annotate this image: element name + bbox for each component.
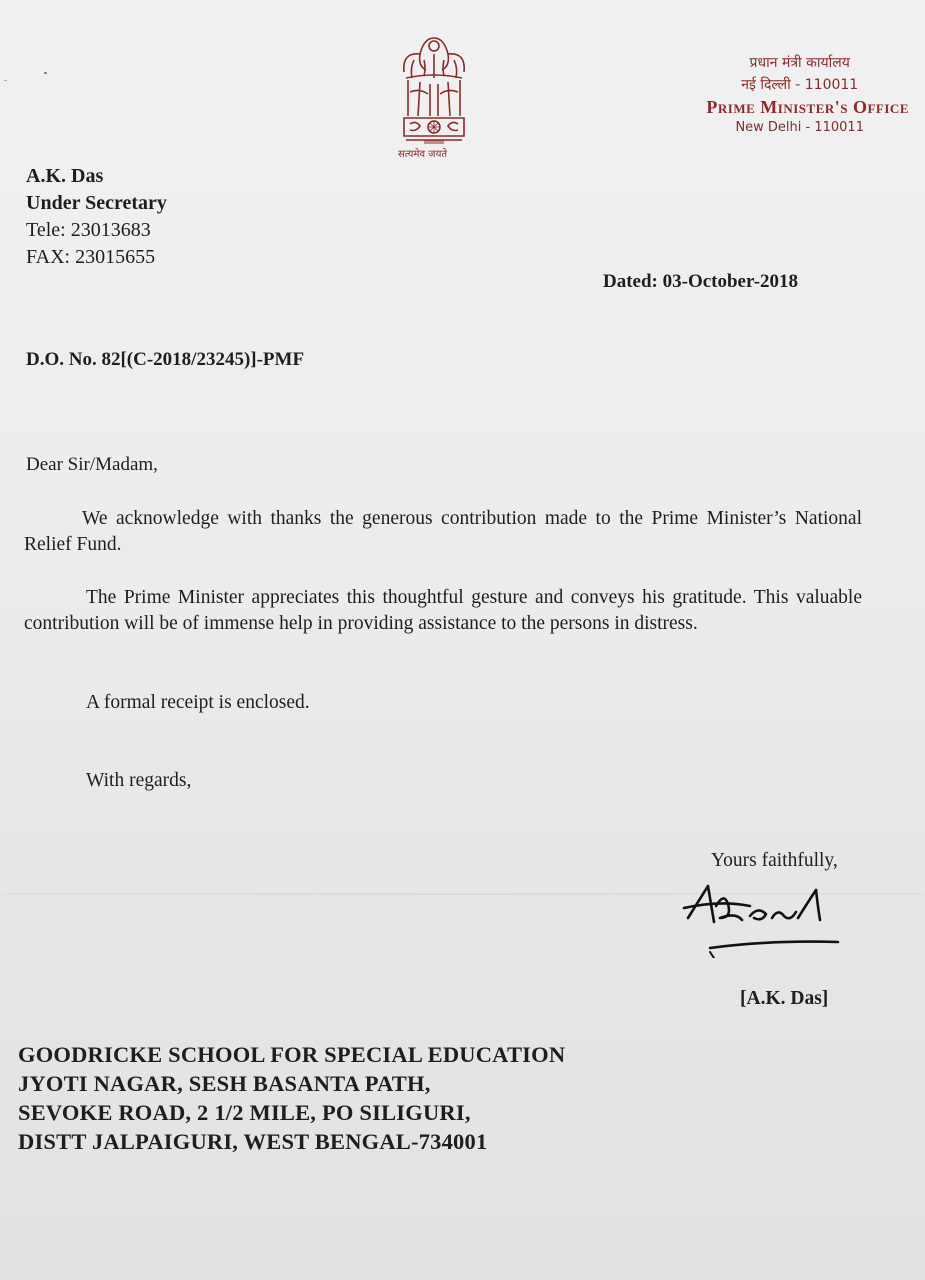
body-paragraph: We acknowledge with thanks the generous contribution made to the Prime Minister’s National Relief Fund. (24, 508, 862, 555)
sender-fax: FAX: 23015655 (26, 246, 156, 268)
paper-speck (4, 80, 7, 81)
regards-line: With regards, (86, 770, 192, 791)
state-emblem-icon (390, 32, 478, 164)
address-line: JYOTI NAGAR, SESH BASANTA PATH, (18, 1071, 431, 1096)
body-paragraph: A formal receipt is enclosed. (86, 692, 310, 713)
sender-name: A.K. Das (26, 165, 104, 187)
closing-line: Yours faithfully, (711, 850, 838, 871)
address-line: DISTT JALPAIGURI, WEST BENGAL-734001 (18, 1129, 488, 1154)
signature-icon (680, 878, 845, 958)
sender-block (26, 163, 167, 271)
sender-designation: Under Secretary (26, 192, 167, 214)
paper-speck (44, 72, 47, 74)
reference-number: D.O. No. 82[(C-2018/23245)]-PMF (26, 349, 305, 370)
office-name-english: Prime Minister's Office (706, 97, 909, 117)
office-name-hindi: प्रधान मंत्री कार्यालय (749, 55, 850, 71)
recipient-address (18, 1040, 565, 1156)
address-line: SEVOKE ROAD, 2 1/2 MILE, PO SILIGURI, (18, 1100, 471, 1125)
office-city-english: New Delhi - 110011 (735, 120, 864, 135)
address-line: GOODRICKE SCHOOL FOR SPECIAL EDUCATION (18, 1042, 566, 1067)
emblem-motto: सत्यमेव जयते (398, 149, 448, 160)
sender-tele: Tele: 23013683 (26, 219, 151, 241)
letter-date: Dated: 03-October-2018 (603, 271, 799, 292)
signatory-name: [A.K. Das] (740, 988, 829, 1009)
office-header (706, 52, 909, 138)
salutation: Dear Sir/Madam, (26, 454, 158, 475)
office-city-hindi: नई दिल्ली - 110011 (741, 77, 859, 93)
body-paragraph: The Prime Minister appreciates this thoughtful gesture and conveys his gratitude. This valuable contribution will be of immense help in providing assistance to the persons in distress. (24, 587, 862, 634)
